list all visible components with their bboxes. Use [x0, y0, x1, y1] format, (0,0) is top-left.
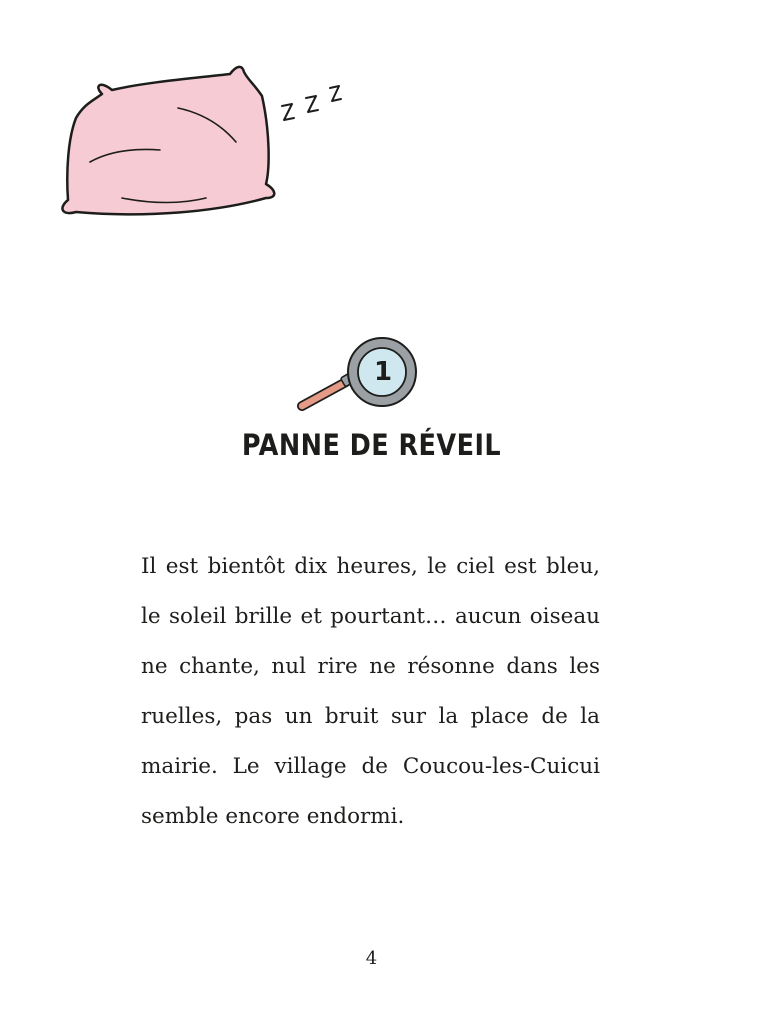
page-number: 4	[365, 948, 378, 969]
sleeping-pillow-illustration	[56, 62, 356, 232]
pillow-icon	[62, 67, 274, 214]
chapter-title: PANNE DE RÉVEIL	[241, 428, 502, 462]
chapter-body-paragraph: Il est bientôt dix heures, le ciel est bleu, le soleil brille et pourtant… aucun oiseau ne chante, nul rire ne résonne dans les ruelles, pas un bruit sur la place de la mairie. Le village de Coucou-les-Cuicui semble encore endormi.	[141, 554, 600, 829]
chapter-number: 1	[373, 357, 393, 387]
snore-zzz-icon	[282, 86, 341, 120]
